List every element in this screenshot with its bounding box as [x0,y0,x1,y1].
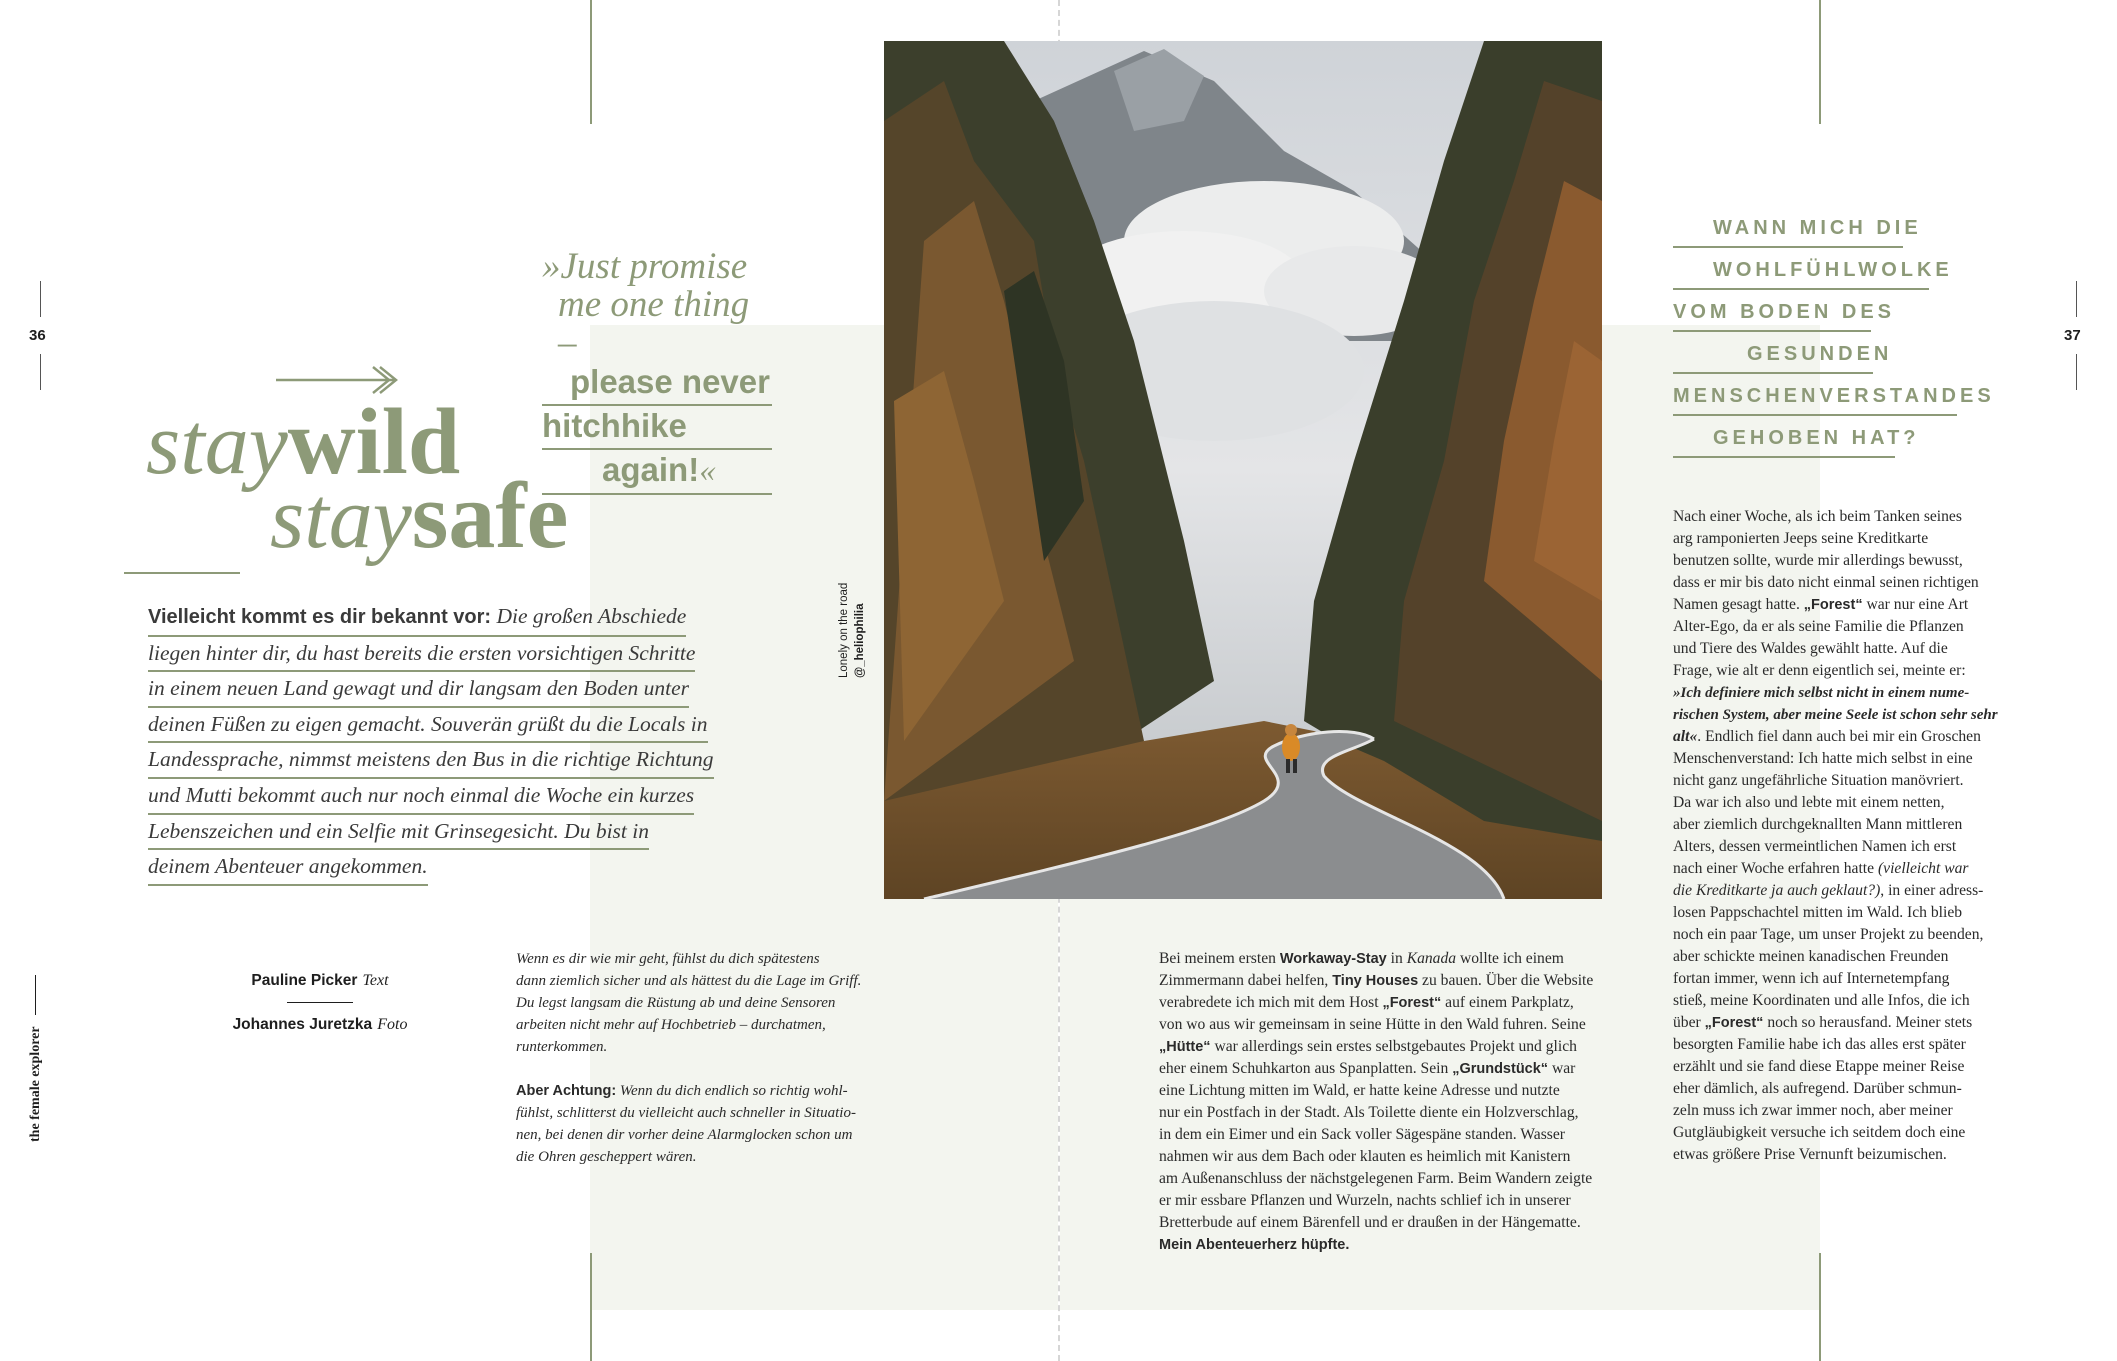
page-number-left: 36 [29,327,46,344]
page-marker-right-bottom [2076,354,2077,390]
col3-quote3: alt«. Endlich fiel dann auch bei mir ein Groschen [1673,728,1981,745]
top-rule-left [590,0,592,124]
col3-line7: und Tiere des Waldes gewählt hatte. Auf die [1673,640,1948,657]
forest-road-photo [884,41,1602,899]
col2-line1: Bei meinem ersten Workaway-Stay in Kanada wollte ich einem [1159,950,1564,967]
forest-road-illustration [884,41,1602,899]
col2-line8: nur ein Postfach in der Stadt. Als Toilette diente ein Holzverschlag, [1159,1104,1579,1121]
col2-line4: von wo aus wir gemeinsam in seine Hütte in den Wald fuhren. Seine [1159,1016,1586,1033]
col3-line14: Da war ich also und lebte mit einem netten, [1673,794,1945,811]
col3-line6: Alter-Ego, da er als seine Familie die Pflanzen [1673,618,1964,635]
col3-line24: über „Forest“ noch so herausfand. Meiner stets [1673,1014,1973,1031]
page-marker-left-top [40,281,41,317]
side-heading-line1: WANN MICH DIE [1673,210,1903,248]
top-rule-right [1819,0,1821,124]
pull-quote-line5: again! [602,451,700,488]
pull-quote-line1: »Just promise [542,246,748,287]
col1-p1-line3: Du legst langsam die Rüstung ab und deine Sensoren [516,995,836,1011]
col3-line30: etwas größere Prise Vernunft beizumischen. [1673,1146,1947,1163]
intro-line-3: in einem neuen Land gewagt und dir langsam den Boden unter [148,672,689,708]
col3-line26: erzählt und sie fand diese Etappe meiner Reise [1673,1058,1965,1075]
col3-line4: dass er mir bis dato nicht einmal seinen richtigen [1673,574,1979,591]
col3-line28: zeln muss ich zwar immer noch, aber meiner [1673,1102,1953,1119]
column-3 [1673,506,2033,1166]
credits [210,968,430,1037]
col3-line5: Namen gesagt hatte. „Forest“ war nur eine Art [1673,596,1969,613]
headline-safe: safe [411,464,569,568]
col2-line12: er mir essbare Pflanzen und Wurzeln, nachts schlief ich in unserer [1159,1192,1571,1209]
intro-line-2: liegen hinter dir, du hast bereits die ersten vorsichtigen Schritte [148,637,695,673]
headline-wild: wild [287,390,461,494]
magazine-name-text: the female explorer [28,1026,43,1142]
col3-line8: Frage, wie alt er denn eigentlich sei, meinte er: [1673,662,1966,679]
col2-line10: nahmen wir aus dem Bach oder klauten es heimlich mit Kanistern [1159,1148,1571,1165]
col1-p1-line1: Wenn es dir wie mir geht, fühlst du dich spätestens [516,951,820,967]
col3-line19: losen Pappschachtel mitten im Wald. Ich blieb [1673,904,1963,921]
col1-spacer [516,1058,916,1080]
col3-line21: aber schickte meinen kanadischen Freunden [1673,948,1949,965]
intro-line-5: Landessprache, nimmst meistens den Bus in die richtige Richtung [148,743,714,779]
col3-line29: Gutgläubigkeit versuche ich seitdem doch eine [1673,1124,1966,1141]
credits-divider [287,1002,353,1003]
intro-line-7: Lebenszeichen und ein Selfie mit Grinsegesicht. Du bist in [148,815,649,851]
col3-line16: Alters, dessen vermeintlichen Namen ich erst [1673,838,1957,855]
col2-line13: Bretterbude auf einem Bärenfell und er draußen in der Hängematte. [1159,1214,1581,1231]
col2-line7: eine Lichtung mitten im Wald, er hatte keine Adresse und nutzte [1159,1082,1560,1099]
col1-p2-line1: Aber Achtung: Wenn du dich endlich so richtig wohl- [516,1083,848,1099]
col3-line23: stieß, meine Koordinaten und alle Infos, die ich [1673,992,1970,1009]
pull-quote-close-mark: « [699,453,716,489]
photo-caption-title: Lonely on the road [838,582,850,678]
side-heading-line3: VOM BODEN DES [1673,294,1871,332]
photo-caption-handle: @_heliophilia [854,603,866,678]
pull-quote [542,248,772,495]
col2-line3: verabredete ich mich mit dem Host „Forest“ auf einem Parkplatz, [1159,994,1574,1011]
bottom-rule-left [590,1253,592,1361]
col3-line12: Menschenverstand: Ich hatte mich selbst in eine [1673,750,1973,767]
pull-quote-line5-wrap [542,450,772,495]
col2-line2: Zimmermann dabei helfen, Tiny Houses zu bauen. Über die Website [1159,972,1594,989]
col3-line3: benutzen sollte, wurde mir allerdings bewusst, [1673,552,1963,569]
col1-p2-line3: nen, bei denen dir vorher deine Alarmglocken schon um [516,1127,853,1143]
photo-caption [836,558,870,678]
side-heading-line2: WOHLFÜHLWOLKE [1673,252,1929,290]
col1-p2-lead: Aber Achtung: [516,1083,617,1099]
photographer-role: Foto [377,1016,408,1033]
col1-p1-line4: arbeiten nicht mehr auf Hochbetrieb – durchatmen, [516,1017,826,1033]
page-marker-left-bottom [40,354,41,390]
photographer-name: Johannes Juretzka [232,1016,373,1033]
intro-line-8: deinem Abenteuer angekommen. [148,850,428,886]
col1-p2-line2: fühlst, schlitterst du vielleicht auch schneller in Situatio- [516,1105,856,1121]
credit-photographer [210,1012,430,1037]
col3-line27: eher dämlich, als aufregend. Darüber schmun- [1673,1080,1962,1097]
col3-quote1: »Ich definiere mich selbst nicht in einem nume- [1673,685,1970,701]
author-name: Pauline Picker [251,972,358,989]
headline-stay-2: stay [270,470,412,567]
intro-line-1: Vielleicht kommt es dir bekannt vor: Die großen Abschiede [148,600,686,637]
col2-line5: „Hütte“ war allerdings sein erstes selbstgebautes Projekt und glich [1159,1038,1577,1055]
col3-line25: besorgten Familie habe ich das alles erst später [1673,1036,1966,1053]
col1-p1-line5: runterkommen. [516,1039,608,1055]
col3-quote2: rischen System, aber meine Seele ist schon sehr sehr [1673,707,1998,723]
intro-line-4: deinen Füßen zu eigen gemacht. Souverän grüßt du die Locals in [148,708,708,744]
intro-lead: Vielleicht kommt es dir bekannt vor: [148,606,492,628]
col3-line17: nach einer Woche erfahren hatte (vielleicht war [1673,860,1969,877]
col3-line18: die Kreditkarte ja auch geklaut?), in einer adress- [1673,882,1984,899]
intro-paragraph [148,600,714,886]
col2-line11: am Außenanschluss der nächstgelegenen Farm. Beim Wandern zeigte [1159,1170,1593,1187]
side-heading [1673,210,1995,462]
side-heading-line4: GESUNDEN [1673,336,1873,374]
credit-author [210,968,430,993]
col3-line2: arg ramponierten Jeeps seine Kreditkarte [1673,530,1929,547]
author-role: Text [362,972,389,989]
page-marker-right-top [2076,281,2077,317]
intro-line-6: und Mutti bekommt auch nur noch einmal die Woche ein kurzes [148,779,694,815]
side-heading-line6: GEHOBEN HAT? [1673,420,1895,458]
page-number-right: 37 [2064,327,2081,344]
col3-line20: noch ein paar Tage, um unser Projekt zu beenden, [1673,926,1984,943]
col2-line9: in dem ein Eimer und ein Sack voller Sägespäne standen. Wasser [1159,1126,1565,1143]
col3-line13: nicht ganz ungefährliche Situation manövriert. [1673,772,1964,789]
side-heading-line5: MENSCHENVERSTANDES [1673,378,1957,416]
headline-line2 [270,462,568,570]
col1-p1-line2: dann ziemlich sicher und als hättest du die Lage im Griff. [516,973,862,989]
headline-stay-1: stay [146,396,288,493]
col1-p2-line4: die Ohren gescheppert wären. [516,1149,697,1165]
headline-underline [124,572,240,574]
col2-final: Mein Abenteuerherz hüpfte. [1159,1237,1350,1253]
pull-quote-line2: me one thing – [558,284,750,363]
pull-quote-line4: hitchhike [542,406,772,450]
col2-line6: eher einem Schuhkarton aus Spanplatten. Sein „Grundstück“ war [1159,1060,1576,1077]
column-2 [1159,948,1639,1256]
bottom-rule-right [1819,1253,1821,1361]
col3-line1: Nach einer Woche, als ich beim Tanken seines [1673,508,1962,525]
column-1 [516,948,916,1168]
col3-line22: fortan immer, wenn ich auf Internetempfang [1673,970,1950,987]
pull-quote-line3: please never [542,362,772,406]
magazine-name-rule [35,975,36,1015]
col3-line15: aber ziemlich durchgeknallten Mann mittleren [1673,816,1963,833]
magazine-name [28,942,48,1142]
